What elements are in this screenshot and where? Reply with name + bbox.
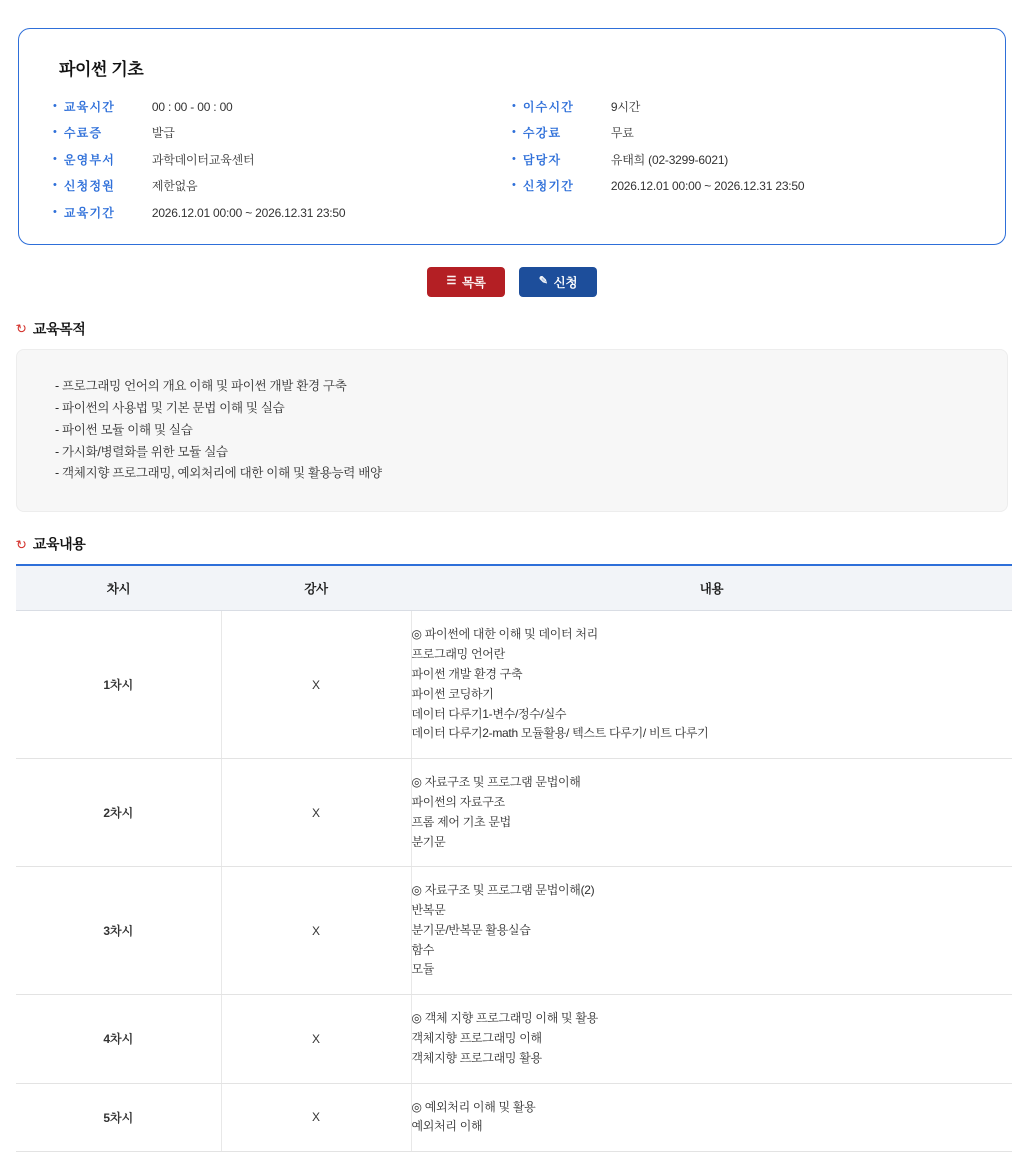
bullet-icon: •: [512, 179, 516, 192]
page-title: 파이썬 기초: [59, 60, 144, 79]
session-cell: 2차시: [16, 759, 221, 867]
info-label: 교육시간: [63, 100, 116, 114]
column-header: 차시: [16, 565, 221, 611]
bullet-icon: •: [512, 100, 516, 112]
list-button-label: 목록: [462, 275, 486, 290]
info-value: 2026.12.01 00:00 ~ 2026.12.31 23:50: [610, 179, 805, 194]
content-cell: [411, 1083, 1012, 1152]
info-value: 과학데이터교육센터: [151, 152, 255, 167]
purpose-line: - 파이썬의 사용법 및 기본 문법 이해 및 실습: [55, 400, 285, 415]
content-line: 분기문: [411, 834, 446, 849]
course-info-card: [18, 28, 1006, 245]
info-value: 발급: [151, 126, 175, 141]
info-label: 수료증: [63, 126, 103, 141]
course-info-column-right: [512, 100, 971, 220]
info-label: 이수시간: [522, 100, 575, 114]
purpose-line: - 프로그래밍 언어의 개요 이해 및 파이썬 개발 환경 구축: [55, 378, 347, 393]
content-line: 파이썬의 자료구조: [411, 794, 505, 809]
refresh-icon: ↻: [14, 320, 29, 338]
course-info-column-left: [53, 100, 512, 220]
purpose-line: - 가시화/병렬화를 위한 모듈 실습: [55, 444, 228, 459]
content-line: 데이터 다루기1-변수/정수/실수: [411, 706, 567, 721]
list-icon: ☰: [446, 275, 456, 288]
info-label: 운영부서: [63, 152, 116, 167]
info-row: [512, 153, 971, 167]
table-header-row: [16, 565, 1012, 611]
content-line: 객체지향 프로그래밍 이해: [411, 1031, 542, 1046]
info-row: [53, 126, 512, 140]
list-button[interactable]: [427, 267, 505, 297]
content-cell: [411, 611, 1012, 759]
apply-button[interactable]: [519, 267, 597, 297]
content-line: 파이썬 개발 환경 구축: [411, 666, 523, 681]
table-row: [16, 611, 1012, 759]
curriculum-table-head: [16, 565, 1012, 611]
content-cell: [411, 759, 1012, 867]
bullet-icon: •: [53, 126, 57, 139]
content-line: 데이터 다루기2-math 모듈활용/ 텍스트 다루기/ 비트 다루기: [411, 726, 709, 741]
info-row: [53, 153, 512, 167]
curriculum-table-body: [16, 611, 1012, 1152]
table-row: [16, 995, 1012, 1083]
info-label: 담당자: [522, 152, 562, 167]
bullet-icon: •: [53, 100, 57, 112]
content-section-header: [16, 534, 1010, 554]
info-value: 9시간: [610, 100, 641, 114]
table-row: [16, 867, 1012, 995]
info-value: 제한없음: [151, 179, 198, 194]
bullet-icon: •: [512, 126, 516, 139]
content-cell: [411, 995, 1012, 1083]
bullet-icon: •: [512, 152, 516, 165]
column-header: 강사: [221, 565, 411, 611]
purpose-section-header: [16, 319, 1010, 339]
action-button-row: [14, 267, 1010, 297]
teacher-cell: X: [221, 611, 411, 759]
info-value: 00 : 00 - 00 : 00: [151, 100, 233, 114]
content-line: 파이썬 코딩하기: [411, 686, 494, 701]
pencil-icon: ✎: [538, 275, 548, 288]
teacher-cell: X: [221, 1083, 411, 1152]
info-label: 신청정원: [63, 179, 116, 194]
content-section-title: 교육내용: [32, 536, 86, 553]
content-line: 모듈: [411, 962, 435, 977]
apply-button-label: 신청: [553, 275, 578, 290]
info-row: [53, 179, 512, 193]
content-line: 예외처리 이해: [411, 1119, 483, 1134]
session-cell: 5차시: [16, 1083, 221, 1152]
bullet-icon: •: [53, 179, 57, 192]
refresh-icon: ↻: [14, 535, 29, 553]
purpose-box: [16, 349, 1008, 512]
content-line: 분기문/반복문 활용실습: [411, 922, 531, 937]
session-cell: 4차시: [16, 995, 221, 1083]
content-line: ◎ 예외처리 이해 및 활용: [411, 1099, 536, 1114]
curriculum-table: [16, 564, 1012, 1152]
course-info-grid: [53, 100, 971, 220]
content-line: 함수: [411, 942, 435, 957]
content-line: ◎ 객체 지향 프로그래밍 이해 및 활용: [411, 1011, 598, 1026]
info-label: 교육기간: [63, 205, 116, 220]
info-value: 2026.12.01 00:00 ~ 2026.12.31 23:50: [151, 205, 346, 220]
content-line: 프롬 제어 기초 문법: [411, 814, 511, 829]
purpose-line: - 객체지향 프로그래밍, 예외처리에 대한 이해 및 활용능력 배양: [55, 466, 382, 481]
content-line: ◎ 자료구조 및 프로그램 문법이해: [411, 775, 581, 790]
content-cell: [411, 867, 1012, 995]
info-label: 수강료: [522, 126, 562, 141]
info-row: [53, 206, 512, 220]
table-row: [16, 759, 1012, 867]
info-value: 무료: [610, 126, 634, 141]
content-line: ◎ 자료구조 및 프로그램 문법이해(2): [411, 883, 595, 898]
teacher-cell: X: [221, 759, 411, 867]
info-row: [512, 100, 971, 114]
info-label: 신청기간: [522, 179, 575, 194]
info-row: [53, 100, 512, 114]
content-line: 프로그래밍 언어란: [411, 647, 505, 662]
content-line: ◎ 파이썬에 대한 이해 및 데이터 처리: [411, 627, 598, 642]
content-line: 반복문: [411, 903, 446, 918]
teacher-cell: X: [221, 995, 411, 1083]
bullet-icon: •: [53, 205, 57, 218]
purpose-line: - 파이썬 모듈 이해 및 실습: [55, 422, 193, 437]
info-value: 유태희 (02-3299-6021): [610, 152, 729, 167]
session-cell: 1차시: [16, 611, 221, 759]
table-row: [16, 1083, 1012, 1152]
column-header: 내용: [411, 565, 1012, 611]
purpose-section-title: 교육목적: [32, 320, 86, 337]
content-line: 객체지향 프로그래밍 활용: [411, 1050, 542, 1065]
info-row: [512, 179, 971, 193]
teacher-cell: X: [221, 867, 411, 995]
info-row: [512, 126, 971, 140]
session-cell: 3차시: [16, 867, 221, 995]
bullet-icon: •: [53, 152, 57, 165]
